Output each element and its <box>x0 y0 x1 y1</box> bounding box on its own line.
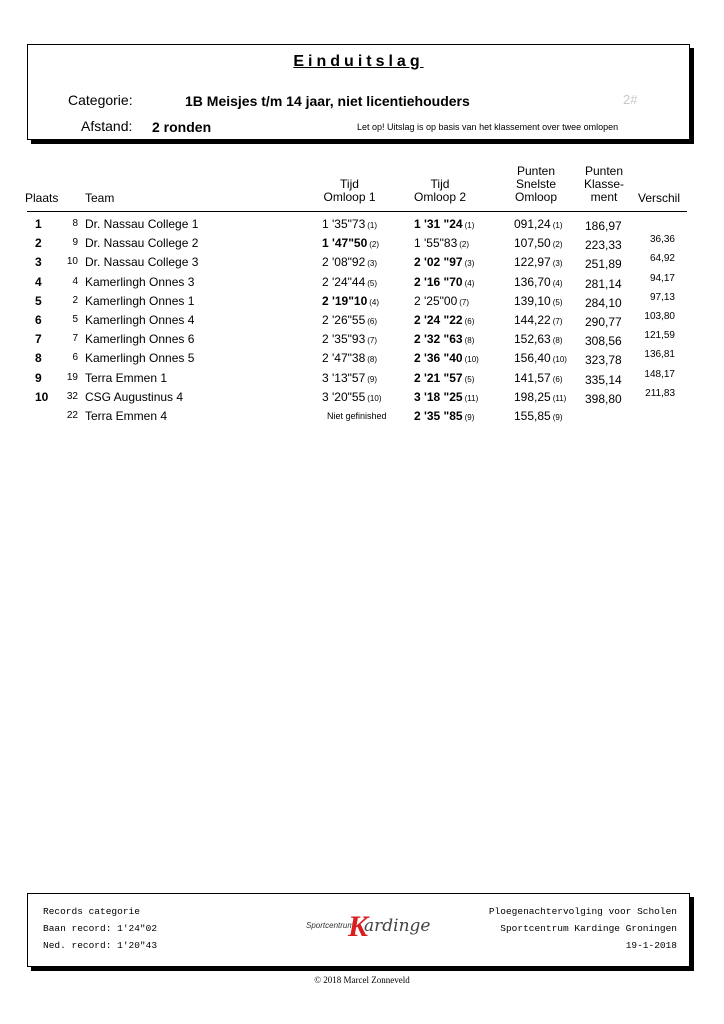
cell-verschil: 121,59 <box>644 330 675 342</box>
cell-punten-snelste <box>514 371 562 385</box>
cell-team: Terra Emmen 1 <box>85 370 168 385</box>
cell-plaats: 1 <box>35 217 42 231</box>
cell-startnummer: 5 <box>72 314 78 325</box>
tijd1-value: 1 '35"73 <box>322 217 366 231</box>
cell-tijd-omloop1 <box>322 236 379 250</box>
cell-verschil: 36,36 <box>649 234 675 246</box>
tijd1-rank: (9) <box>367 374 378 384</box>
tijd2-rank: (3) <box>464 259 475 269</box>
punten-snelste-rank: (1) <box>552 221 563 230</box>
tijd2-rank: (5) <box>464 374 475 384</box>
tijd1-rank: (1) <box>367 221 378 230</box>
cell-tijd-omloop2 <box>414 236 469 250</box>
tijd2-value: 1 '31 "24 <box>414 217 463 231</box>
tijd2-rank: (11) <box>464 393 479 403</box>
cell-tijd-omloop2 <box>414 294 469 308</box>
tijd1-value: 2 '35"93 <box>322 332 366 347</box>
cell-team: Kamerlingh Onnes 1 <box>85 293 195 308</box>
cell-tijd-omloop2 <box>414 371 474 385</box>
tijd2-rank: (9) <box>464 413 475 422</box>
table-row <box>0 332 724 351</box>
cell-punten-klassement: 251,89 <box>585 257 622 272</box>
punten-snelste-rank: (6) <box>552 374 563 384</box>
col-tijd2: Tijd Omloop 2 <box>413 177 467 204</box>
tijd2-rank: (1) <box>464 221 475 230</box>
tijd1-rank: (7) <box>367 336 378 346</box>
tijd2-value: 2 '35 "85 <box>414 409 463 423</box>
cell-tijd-omloop2 <box>414 332 474 346</box>
col-team: Team <box>85 191 115 205</box>
cell-verschil: 97,13 <box>649 291 675 303</box>
cell-startnummer: 2 <box>72 294 78 306</box>
tijd1-value: Niet gefinished <box>327 411 387 421</box>
cell-tijd-omloop1 <box>322 332 377 346</box>
punten-snelste-rank: (11) <box>552 393 567 403</box>
table-row <box>0 236 724 255</box>
punten-snelste-value: 091,24 <box>514 217 551 231</box>
tijd1-rank: (2) <box>369 240 380 250</box>
cell-startnummer: 22 <box>66 410 78 421</box>
cell-tijd-omloop1 <box>322 390 382 404</box>
cell-punten-klassement: 223,33 <box>585 238 622 253</box>
tijd1-rank: (8) <box>367 355 378 365</box>
cell-punten-snelste <box>514 236 562 250</box>
tijd2-rank: (8) <box>464 336 475 346</box>
cell-punten-snelste <box>514 255 562 269</box>
cell-verschil: 148,17 <box>644 368 675 380</box>
cell-plaats: 4 <box>35 274 42 289</box>
cell-tijd-omloop2 <box>414 217 474 231</box>
cell-punten-klassement: 281,14 <box>585 276 622 291</box>
punten-snelste-value: 141,57 <box>514 370 551 385</box>
cell-tijd-omloop2 <box>414 390 478 404</box>
tijd2-rank: (4) <box>464 278 475 288</box>
footer-box <box>27 893 690 967</box>
note-text: Let op! Uitslag is op basis van het klassement over twee omlopen <box>357 122 619 132</box>
afstand-value: 2 ronden <box>152 119 212 135</box>
copyright: © 2018 Marcel Zonneveld <box>314 975 410 985</box>
cell-startnummer: 32 <box>66 390 78 402</box>
punten-snelste-rank: (2) <box>552 240 563 250</box>
cell-startnummer: 6 <box>72 352 78 364</box>
tijd2-value: 2 '16 "70 <box>414 274 463 289</box>
cell-startnummer: 19 <box>66 371 78 383</box>
cell-team: CSG Augustinus 4 <box>85 389 184 404</box>
cell-punten-klassement: 284,10 <box>585 295 622 310</box>
punten-snelste-value: 155,85 <box>514 409 551 423</box>
tijd2-value: 2 '25"00 <box>414 293 458 308</box>
cell-startnummer: 9 <box>72 237 78 249</box>
cell-startnummer: 7 <box>72 333 78 345</box>
cell-tijd-omloop2 <box>414 313 474 327</box>
tijd1-rank: (10) <box>367 393 382 403</box>
event-date: 19-1-2018 <box>625 940 677 951</box>
afstand-label: Afstand: <box>81 118 133 134</box>
event-name: Ploegenachtervolging voor Scholen <box>488 906 677 917</box>
tijd1-rank: (4) <box>369 297 380 307</box>
cell-startnummer: 4 <box>72 275 78 287</box>
table-row <box>0 272 724 294</box>
page-title: Einduitslag <box>293 53 424 70</box>
cell-tijd-omloop1 <box>322 371 377 385</box>
table-row <box>0 255 724 274</box>
tijd2-value: 2 '21 "57 <box>414 370 463 385</box>
col-punten-snelste: Punten Snelste Omloop <box>514 164 558 204</box>
tijd2-value: 2 '36 "40 <box>414 351 463 366</box>
cell-punten-snelste <box>514 390 566 404</box>
cell-punten-klassement: 186,97 <box>585 219 622 233</box>
cell-team: Kamerlingh Onnes 6 <box>85 332 195 347</box>
col-punten-klassement: Punten Klasse- ment <box>583 164 624 204</box>
records-title: Records categorie <box>43 906 140 917</box>
cell-punten-snelste <box>514 409 562 423</box>
cell-punten-klassement: 308,56 <box>585 334 622 349</box>
tijd1-rank: (3) <box>367 259 378 269</box>
tijd1-value: 2 '24"44 <box>322 274 366 289</box>
punten-snelste-value: 144,22 <box>514 313 551 327</box>
cell-team: Terra Emmen 4 <box>85 409 168 423</box>
cell-tijd-omloop1 <box>322 313 377 327</box>
kardinge-logo: Sportcentrum K ardinge <box>306 910 431 943</box>
cell-startnummer: 8 <box>72 218 78 229</box>
tijd2-rank: (2) <box>459 240 470 250</box>
tijd1-value: 2 '47"38 <box>322 351 366 366</box>
cell-verschil: 103,80 <box>644 311 675 322</box>
cell-verschil: 136,81 <box>644 349 675 361</box>
tijd1-value: 3 '20"55 <box>322 389 366 404</box>
cell-plaats: 3 <box>35 255 42 270</box>
tijd1-value: 2 '26"55 <box>322 313 366 327</box>
table-row <box>0 409 724 428</box>
tijd1-value: 3 '13"57 <box>322 370 366 385</box>
cell-verschil: 94,17 <box>649 272 675 284</box>
cell-punten-snelste <box>514 275 562 289</box>
punten-snelste-rank: (3) <box>552 259 563 269</box>
header-rule <box>27 211 687 212</box>
categorie-value: 1B Meisjes t/m 14 jaar, niet licentiehouders <box>185 93 470 109</box>
cell-tijd-omloop1 <box>322 217 377 231</box>
punten-snelste-value: 198,25 <box>514 389 551 404</box>
table-row <box>0 368 724 390</box>
cell-team: Kamerlingh Onnes 4 <box>85 313 195 327</box>
cell-tijd-omloop2 <box>414 275 474 289</box>
tijd2-value: 2 '02 "97 <box>414 255 463 270</box>
tijd1-rank: (5) <box>367 278 378 288</box>
punten-snelste-rank: (4) <box>552 278 563 288</box>
col-plaats: Plaats <box>25 191 59 205</box>
ned-record: Ned. record: 1'20"43 <box>43 940 158 951</box>
cell-punten-snelste <box>514 351 567 365</box>
cell-tijd-omloop1 <box>322 351 377 365</box>
punten-snelste-rank: (10) <box>552 355 567 365</box>
table-row <box>0 313 724 332</box>
punten-snelste-rank: (9) <box>552 413 563 422</box>
tijd2-rank: (10) <box>464 355 479 365</box>
tijd1-value: 2 '08"92 <box>322 255 366 270</box>
tijd2-value: 2 '32 "63 <box>414 332 463 347</box>
cell-team: Kamerlingh Onnes 3 <box>85 274 195 289</box>
col-verschil: Verschil <box>638 191 681 205</box>
punten-snelste-value: 139,10 <box>514 293 551 308</box>
cell-punten-snelste <box>514 332 562 346</box>
cell-verschil: 64,92 <box>649 253 675 265</box>
cell-punten-snelste <box>514 313 562 327</box>
table-row <box>0 291 724 313</box>
cell-punten-snelste <box>514 217 562 231</box>
punten-snelste-rank: (7) <box>552 317 563 326</box>
cell-tijd-omloop2 <box>414 409 474 423</box>
categorie-label: Categorie: <box>68 92 133 108</box>
cell-punten-klassement: 323,78 <box>585 353 622 368</box>
tijd2-value: 3 '18 "25 <box>414 389 463 404</box>
cell-startnummer: 10 <box>66 256 78 268</box>
table-row <box>0 217 724 236</box>
cell-team: Dr. Nassau College 2 <box>85 236 199 251</box>
cell-verschil: 211,83 <box>645 387 675 399</box>
cell-punten-snelste <box>514 294 562 308</box>
punten-snelste-value: 122,97 <box>514 255 551 270</box>
cell-tijd-omloop2 <box>414 255 474 269</box>
cell-plaats: 7 <box>35 332 42 347</box>
cell-team: Dr. Nassau College 3 <box>85 255 199 270</box>
punten-snelste-rank: (8) <box>552 336 563 346</box>
cell-tijd-omloop1 <box>322 255 377 269</box>
cell-plaats: 6 <box>35 313 42 327</box>
number-mark: 2# <box>623 92 638 107</box>
cell-plaats: 9 <box>35 370 42 385</box>
cell-tijd-omloop1 <box>322 275 377 289</box>
baan-record: Baan record: 1'24"02 <box>43 923 158 934</box>
header-box <box>27 44 690 140</box>
punten-snelste-value: 152,63 <box>514 332 551 347</box>
cell-tijd-omloop1 <box>327 411 389 421</box>
cell-team: Kamerlingh Onnes 5 <box>85 351 195 366</box>
table-row <box>0 387 724 409</box>
tijd2-value: 1 '55"83 <box>414 236 458 251</box>
cell-plaats: 5 <box>35 293 42 308</box>
cell-team: Dr. Nassau College 1 <box>85 217 199 231</box>
cell-punten-klassement: 335,14 <box>585 372 622 387</box>
table-row <box>0 351 724 370</box>
cell-tijd-omloop2 <box>414 351 479 365</box>
tijd1-value: 2 '19"10 <box>322 293 368 308</box>
col-tijd1: Tijd Omloop 1 <box>323 177 376 204</box>
cell-punten-klassement: 398,80 <box>585 391 622 406</box>
cell-plaats: 2 <box>35 236 42 251</box>
tijd1-value: 1 '47"50 <box>322 236 368 251</box>
tijd2-rank: (6) <box>464 317 475 326</box>
cell-punten-klassement: 290,77 <box>585 315 622 329</box>
cell-tijd-omloop1 <box>322 294 379 308</box>
cell-plaats: 8 <box>35 351 42 366</box>
punten-snelste-value: 156,40 <box>514 351 551 366</box>
tijd2-rank: (7) <box>459 297 470 307</box>
cell-plaats: 10 <box>35 389 49 404</box>
venue-name: Sportcentrum Kardinge Groningen <box>500 923 677 934</box>
punten-snelste-rank: (5) <box>552 297 563 307</box>
tijd1-rank: (6) <box>367 317 378 326</box>
punten-snelste-value: 136,70 <box>514 274 551 289</box>
tijd2-value: 2 '24 "22 <box>414 313 463 327</box>
punten-snelste-value: 107,50 <box>514 236 551 251</box>
